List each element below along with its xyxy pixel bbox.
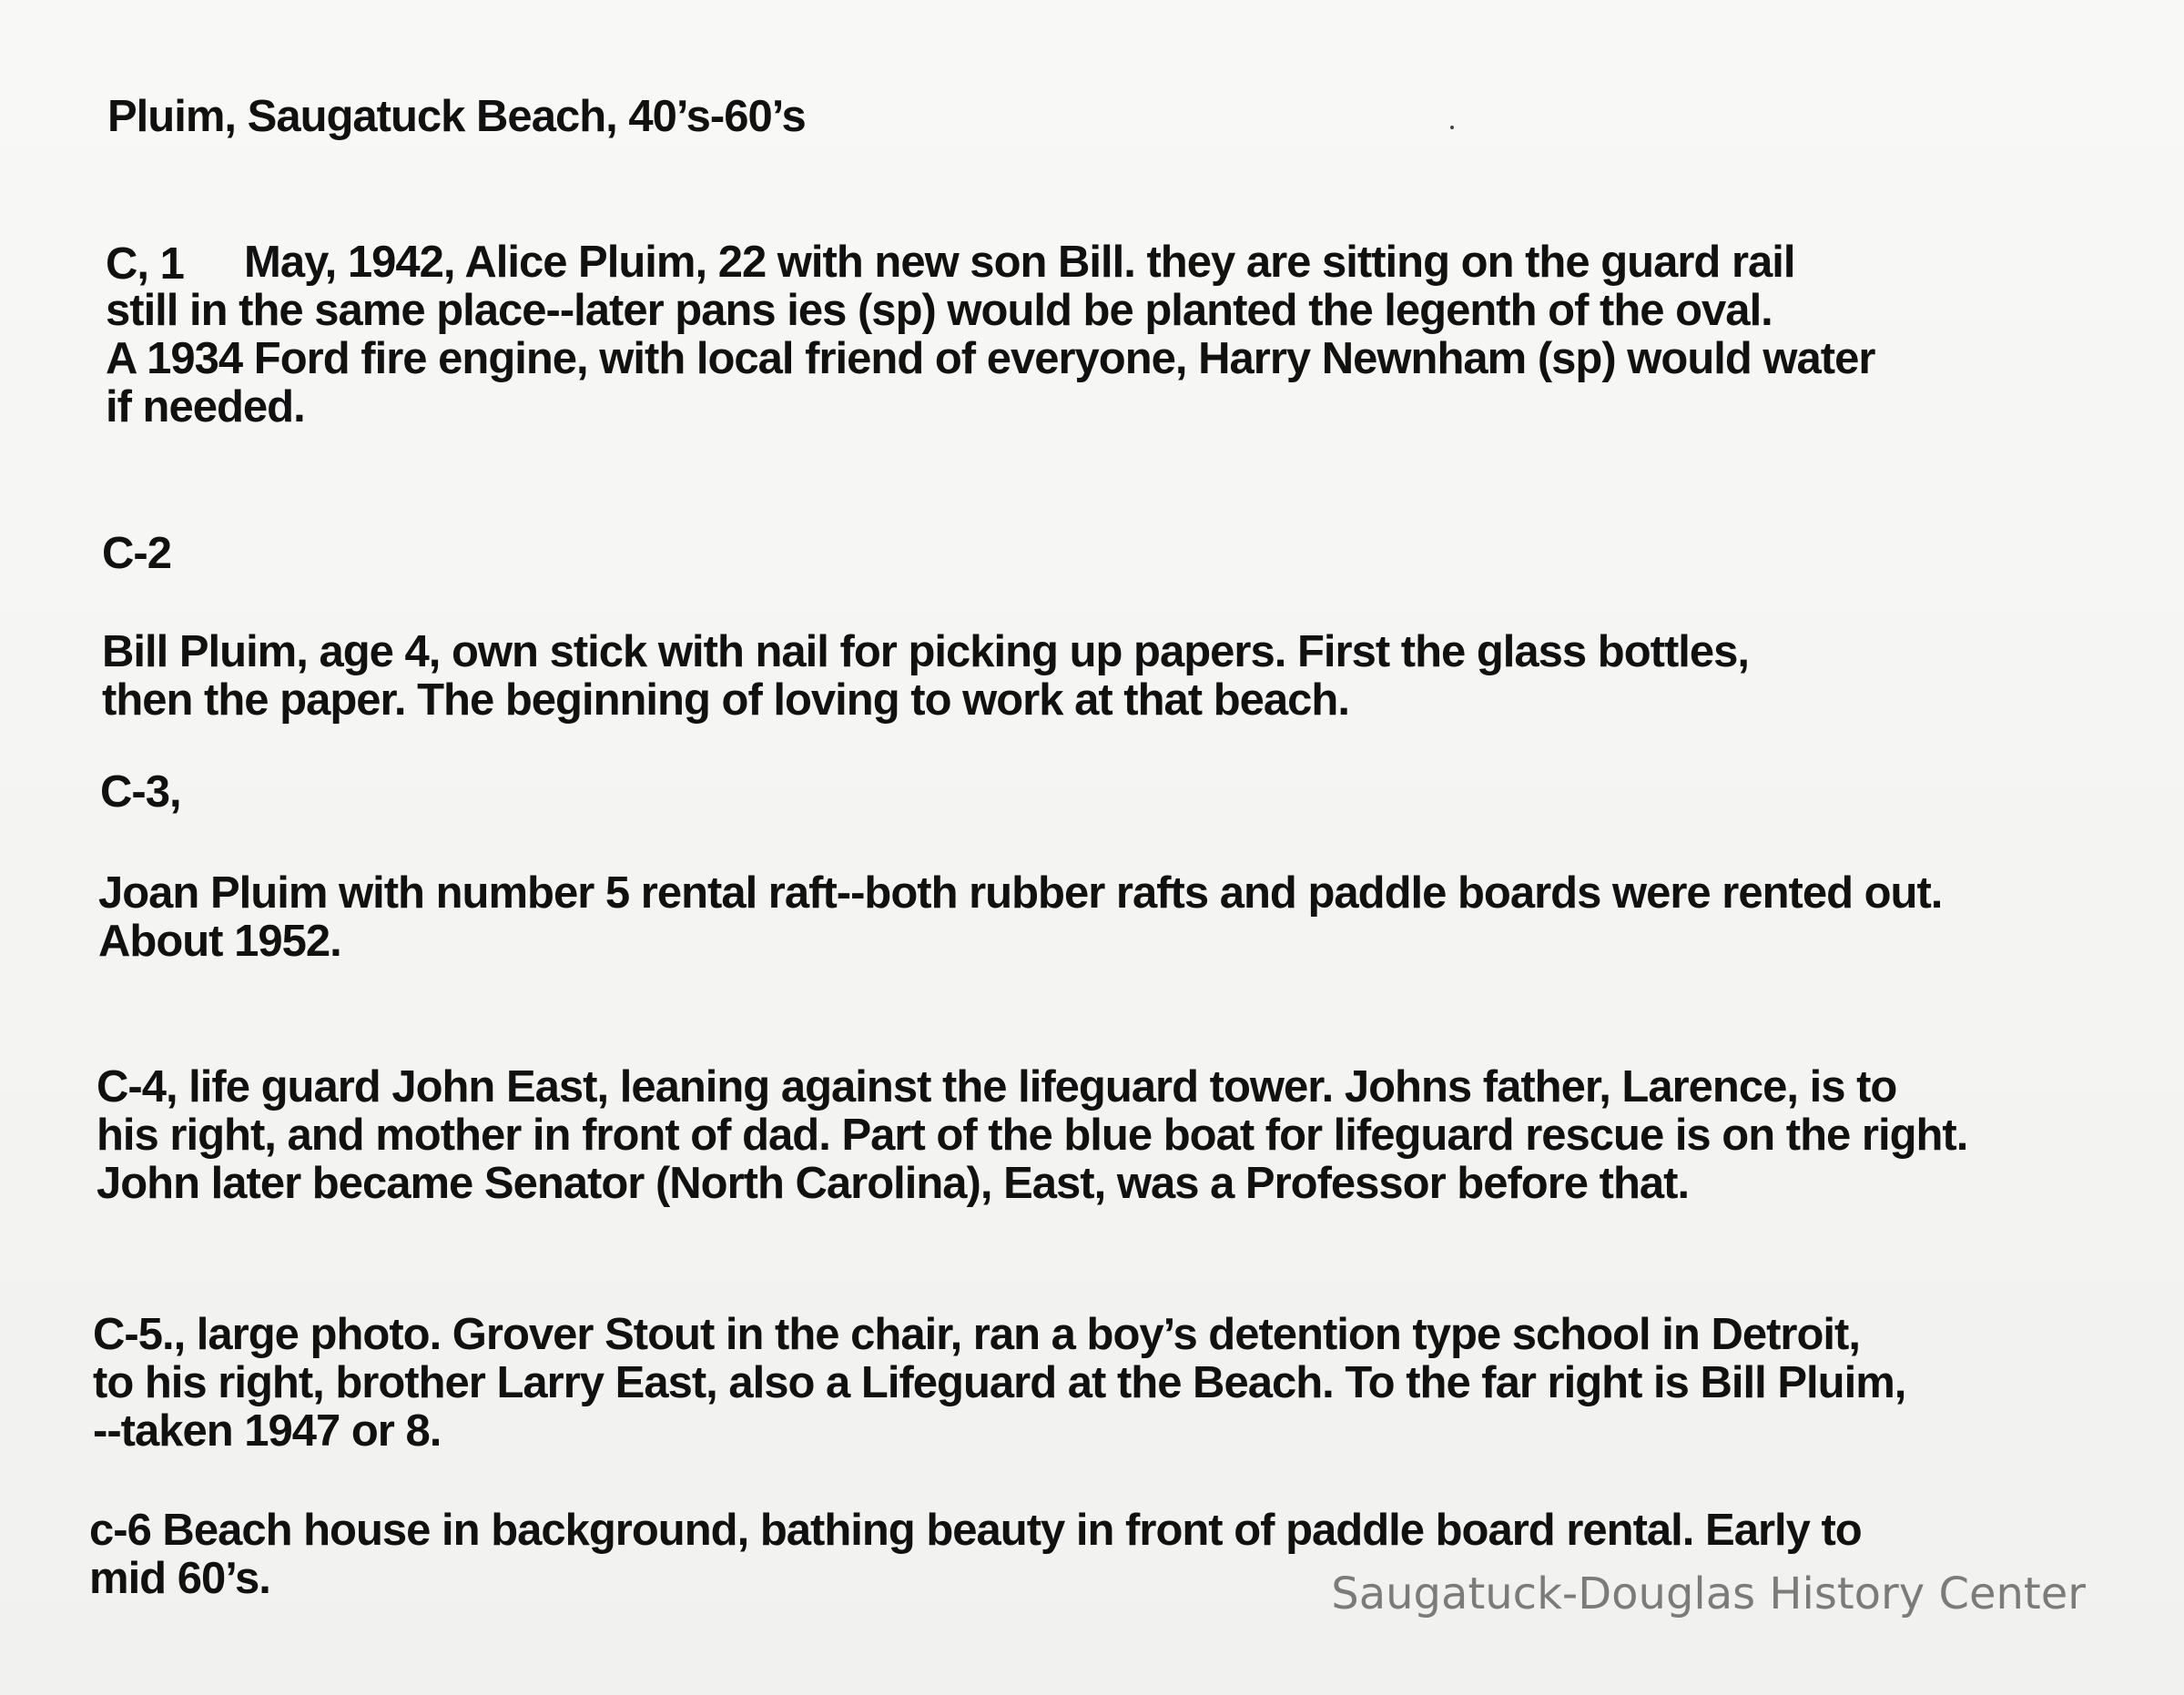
entry-line: Joan Pluim with number 5 rental raft--both rubber rafts and paddle boards were rented out. — [98, 868, 1943, 918]
ink-speck — [1450, 126, 1454, 129]
entry-line: then the paper. The beginning of loving to work at that beach. — [102, 675, 1349, 725]
entry-line: C-4, life guard John East, leaning against the lifeguard tower. Johns father, Larence, is to — [97, 1062, 1897, 1111]
entry-line: John later became Senator (North Carolina), East, was a Professor before that. — [97, 1159, 1690, 1208]
entry-label-c1: C, 1 — [106, 239, 184, 289]
entry-line: About 1952. — [98, 917, 341, 966]
watermark: Saugatuck-Douglas History Center — [1331, 1568, 2086, 1619]
entry-c5 — [93, 1311, 1905, 1456]
entry-line: C-5., large photo. Grover Stout in the chair, ran a boy’s detention type school in Detroit, — [93, 1310, 1860, 1359]
entry-label-c2: C-2 — [102, 529, 171, 578]
entry-label-c3: C-3, — [100, 767, 181, 817]
entry-line: A 1934 Ford fire engine, with local friend of everyone, Harry Newnham (sp) would water — [106, 334, 1875, 383]
entry-c3 — [98, 869, 1942, 966]
entry-line: --taken 1947 or 8. — [93, 1406, 442, 1456]
entry-c2 — [102, 628, 1749, 725]
entry-line: still in the same place--later pans ies (sp) would be planted the legenth of the oval. — [106, 286, 1773, 335]
entry-line: Bill Pluim, age 4, own stick with nail for picking up papers. First the glass bottles, — [102, 627, 1750, 676]
entry-line: his right, and mother in front of dad. Part of the blue boat for lifeguard rescue is on the right. — [97, 1111, 1968, 1160]
entry-line: mid 60’s. — [89, 1554, 270, 1603]
entry-line: c-6 Beach house in background, bathing beauty in front of paddle board rental. Early to — [89, 1506, 1862, 1555]
entry-c1 — [106, 239, 1874, 431]
entry-line: if needed. — [106, 382, 305, 431]
document-title: Pluim, Saugatuck Beach, 40’s-60’s — [107, 92, 806, 141]
bleed-through-marks — [1502, 36, 1584, 130]
entry-line: May, 1942, Alice Pluim, 22 with new son Bill. they are sitting on the guard rail — [244, 238, 1795, 287]
entry-line: to his right, brother Larry East, also a Lifeguard at the Beach. To the far right is Bill Pluim, — [93, 1358, 1906, 1407]
entry-c4 — [97, 1063, 1967, 1208]
